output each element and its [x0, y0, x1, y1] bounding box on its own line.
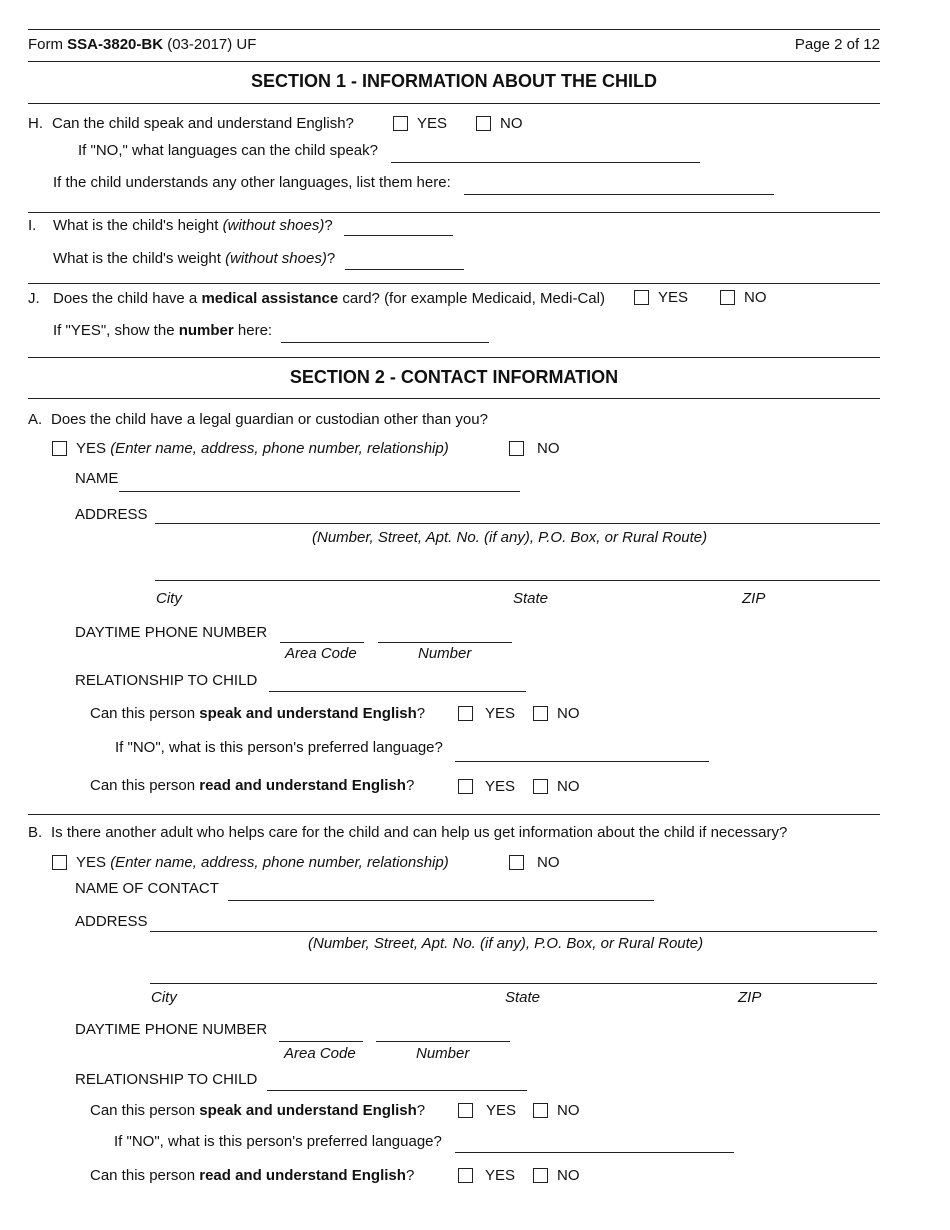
b-state-label: State — [505, 989, 541, 1006]
header-rule — [28, 61, 880, 62]
a-read-no-label: NO — [557, 778, 580, 795]
a-phone-label: DAYTIME PHONE NUMBER — [75, 624, 268, 641]
question-b-text: Is there another adult who helps care for the child and can help us get information about the child if necessary? — [51, 824, 788, 841]
form-number: SSA-3820-BK — [67, 36, 164, 53]
a-number-label: Number — [418, 645, 472, 662]
b-speak-yes-label: YES — [486, 1102, 517, 1119]
section2-title: SECTION 2 - CONTACT INFORMATION — [289, 367, 619, 387]
i-weight-note: (without shoes) — [225, 250, 327, 267]
b-read-pre: Can this person — [90, 1167, 196, 1184]
h-if-no-label: If "NO," what languages can the child speak? — [78, 142, 378, 159]
j-no-label: NO — [744, 289, 767, 306]
i-weight-label — [53, 251, 335, 266]
a-read-question — [90, 778, 414, 793]
b-speak-yes-checkbox[interactable] — [458, 1103, 473, 1118]
b-phone-label: DAYTIME PHONE NUMBER — [75, 1021, 268, 1038]
a-speak-no-checkbox[interactable] — [533, 706, 548, 721]
a-speak-no-label: NO — [557, 705, 580, 722]
b-yes-label — [76, 855, 449, 870]
b-read-bold: read and understand English — [199, 1167, 406, 1184]
i-weight-field[interactable] — [345, 269, 464, 270]
a-yes-label — [76, 441, 449, 456]
j-yes-checkbox[interactable] — [634, 290, 649, 305]
a-speak-yes-checkbox[interactable] — [458, 706, 473, 721]
b-phone-number-field[interactable] — [376, 1041, 510, 1042]
i-weight-text: What is the child's weight — [53, 250, 221, 267]
question-b-letter: B. — [28, 824, 43, 841]
j-text-bold: medical assistance — [201, 290, 339, 307]
b-speak-qmark: ? — [416, 1102, 426, 1119]
a-phone-number-field[interactable] — [378, 642, 512, 643]
form-suffix: (03-2017) UF — [167, 36, 257, 53]
section1-rule — [28, 103, 880, 104]
h-yes-label: YES — [417, 115, 448, 132]
b-speak-bold: speak and understand English — [199, 1102, 417, 1119]
j-num-pre: If "YES", show the — [53, 322, 175, 339]
b-city-state-zip-field[interactable] — [150, 983, 877, 984]
b-speak-no-label: NO — [557, 1102, 580, 1119]
a-city-state-zip-field[interactable] — [155, 580, 880, 581]
b-read-no-checkbox[interactable] — [533, 1168, 548, 1183]
question-a-text: Does the child have a legal guardian or custodian other than you? — [51, 411, 488, 428]
a-address-hint: (Number, Street, Apt. No. (if any), P.O. Box, or Rural Route) — [312, 529, 708, 546]
a-city-label: City — [156, 590, 182, 607]
b-yes-note: (Enter name, address, phone number, relationship) — [110, 854, 449, 871]
a-relationship-field[interactable] — [269, 691, 526, 692]
b-area-code-label: Area Code — [284, 1045, 356, 1062]
b-read-no-label: NO — [557, 1167, 580, 1184]
a-no-checkbox[interactable] — [509, 441, 524, 456]
j-number-field[interactable] — [281, 342, 489, 343]
b-number-label: Number — [416, 1045, 470, 1062]
b-address-label: ADDRESS — [75, 913, 148, 930]
b-area-code-field[interactable] — [279, 1041, 363, 1042]
a-yes-note: (Enter name, address, phone number, relationship) — [110, 440, 449, 457]
i-height-field[interactable] — [344, 235, 453, 236]
section2-rule — [28, 398, 880, 399]
a-read-qmark: ? — [405, 777, 415, 794]
a-read-no-checkbox[interactable] — [533, 779, 548, 794]
a-name-field[interactable] — [119, 491, 520, 492]
section1-title: SECTION 1 - INFORMATION ABOUT THE CHILD — [251, 71, 657, 91]
b-speak-pre: Can this person — [90, 1102, 196, 1119]
rule-a-b — [28, 814, 880, 815]
a-zip-label: ZIP — [742, 590, 766, 607]
a-yes-checkbox[interactable] — [52, 441, 67, 456]
rule-i-j — [28, 283, 880, 284]
question-j-text — [53, 291, 605, 306]
j-no-checkbox[interactable] — [720, 290, 735, 305]
a-address-field[interactable] — [155, 523, 880, 524]
b-address-hint: (Number, Street, Apt. No. (if any), P.O. Box, or Rural Route) — [308, 935, 704, 952]
b-read-yes-checkbox[interactable] — [458, 1168, 473, 1183]
top-rule — [28, 29, 880, 30]
b-zip-label: ZIP — [738, 989, 762, 1006]
h-no-checkbox[interactable] — [476, 116, 491, 131]
b-address-field[interactable] — [150, 931, 877, 932]
a-speak-question — [90, 706, 425, 721]
b-name-label: NAME OF CONTACT — [75, 880, 219, 897]
a-name-label: NAME — [75, 470, 119, 487]
a-read-pre: Can this person — [90, 777, 196, 794]
a-read-yes-checkbox[interactable] — [458, 779, 473, 794]
b-city-label: City — [151, 989, 177, 1006]
form-prefix: Form — [28, 36, 63, 53]
h-other-languages-field[interactable] — [464, 194, 774, 195]
i-height-note: (without shoes) — [222, 217, 325, 234]
b-yes-text: YES — [76, 854, 107, 871]
j-num-bold: number — [178, 322, 234, 339]
b-pref-lang-field[interactable] — [455, 1152, 734, 1153]
j-number-label — [53, 323, 272, 338]
a-speak-pre: Can this person — [90, 705, 196, 722]
form-id — [28, 37, 256, 52]
question-a-letter: A. — [28, 411, 43, 428]
a-yes-text: YES — [76, 440, 107, 457]
a-speak-yes-label: YES — [485, 705, 516, 722]
b-no-label: NO — [537, 854, 560, 871]
h-yes-checkbox[interactable] — [393, 116, 408, 131]
i-height-text: What is the child's height — [53, 217, 219, 234]
h-other-languages-label: If the child understands any other languages, list them here: — [53, 174, 451, 191]
a-speak-qmark: ? — [416, 705, 426, 722]
b-no-checkbox[interactable] — [509, 855, 524, 870]
rule-h-i — [28, 212, 880, 213]
a-read-bold: read and understand English — [199, 777, 406, 794]
b-name-field[interactable] — [228, 900, 654, 901]
a-read-yes-label: YES — [485, 778, 516, 795]
h-languages-field[interactable] — [391, 162, 700, 163]
i-height-qmark: ? — [324, 217, 333, 234]
h-no-label: NO — [500, 115, 523, 132]
a-no-label: NO — [537, 440, 560, 457]
question-h-text: Can the child speak and understand English? — [52, 115, 354, 132]
b-yes-checkbox[interactable] — [52, 855, 67, 870]
b-relationship-label: RELATIONSHIP TO CHILD — [75, 1071, 258, 1088]
i-weight-qmark: ? — [326, 250, 336, 267]
b-speak-question — [90, 1103, 425, 1118]
b-read-qmark: ? — [405, 1167, 415, 1184]
b-pref-lang-label: If "NO", what is this person's preferred language? — [114, 1133, 442, 1150]
question-j-letter: J. — [28, 290, 40, 307]
b-speak-no-checkbox[interactable] — [533, 1103, 548, 1118]
question-i-letter: I. — [28, 217, 37, 234]
a-area-code-field[interactable] — [280, 642, 364, 643]
j-text-pre: Does the child have a — [53, 290, 198, 307]
a-pref-lang-label: If "NO", what is this person's preferred language? — [115, 739, 443, 756]
rule-j-s2 — [28, 357, 880, 358]
a-area-code-label: Area Code — [285, 645, 357, 662]
i-height-label — [53, 218, 333, 233]
page-number: Page 2 of 12 — [794, 36, 880, 53]
j-yes-label: YES — [658, 289, 689, 306]
b-relationship-field[interactable] — [267, 1090, 527, 1091]
a-state-label: State — [513, 590, 549, 607]
b-read-yes-label: YES — [485, 1167, 516, 1184]
a-address-label: ADDRESS — [75, 506, 148, 523]
a-pref-lang-field[interactable] — [455, 761, 709, 762]
a-relationship-label: RELATIONSHIP TO CHILD — [75, 672, 258, 689]
a-speak-bold: speak and understand English — [199, 705, 417, 722]
b-read-question — [90, 1168, 414, 1183]
j-num-post: here: — [237, 322, 273, 339]
j-text-post: card? (for example Medicaid, Medi-Cal) — [342, 290, 605, 307]
question-h-letter: H. — [28, 115, 43, 132]
